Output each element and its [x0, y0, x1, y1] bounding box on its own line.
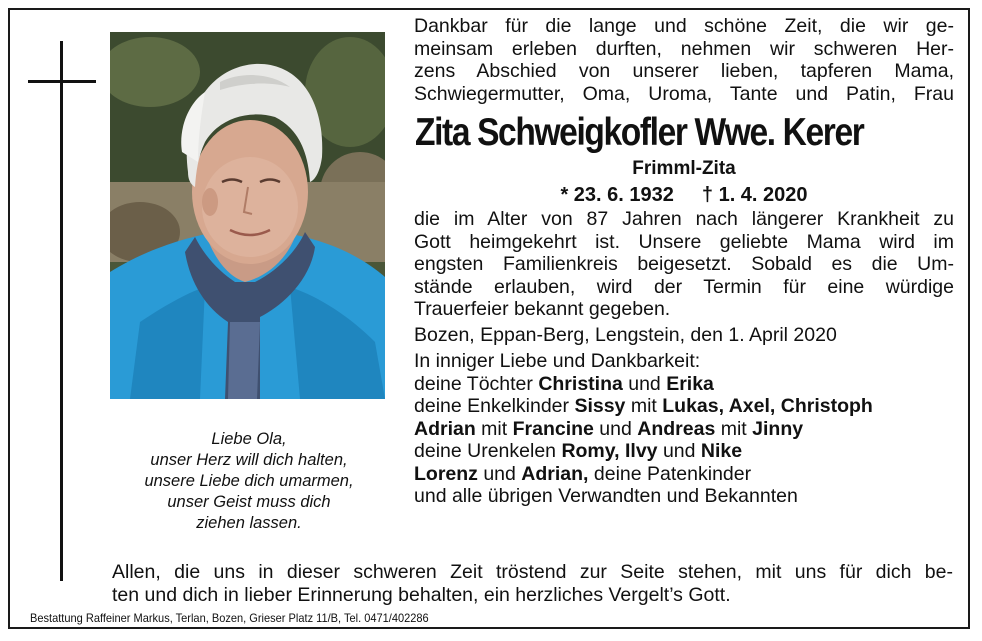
body-line: Trauerfeier bekannt gegeben.: [414, 298, 671, 320]
portrait-photo: [110, 32, 385, 399]
place-date: Bozen, Eppan-Berg, Lengstein, den 1. April 2020: [414, 323, 837, 346]
poem-line: ziehen lassen.: [196, 514, 302, 532]
mourners-line: Adrian mit Francine und Andreas mit Jinny: [414, 417, 804, 440]
cross-icon-bar: [28, 80, 96, 83]
poem: [118, 429, 380, 534]
closing-text: [112, 561, 953, 607]
intro-line: meinsam erleben durften, nehmen wir schweren Her-: [414, 37, 954, 60]
intro-line: Schwiegermutter, Oma, Uroma, Tante und Patin, Frau: [414, 82, 954, 105]
body-line: Gott heimgekehrt ist. Unsere geliebte Mama wird im: [414, 230, 954, 253]
poem-line: Liebe Ola,: [211, 430, 287, 448]
body-line: stände erlauben, wird der Termin für eine würdige: [414, 275, 954, 298]
life-dates: [414, 182, 954, 208]
cross-icon: [60, 41, 63, 581]
mourners-line: deine Urenkelen Romy, Ilvy und Nike: [414, 440, 743, 462]
mourners-line: und alle übrigen Verwandten und Bekannten: [414, 485, 798, 507]
mourners-line: deine Enkelkinder Sissy mit Lukas, Axel, Christoph: [414, 395, 873, 417]
deceased-name: Zita Schweigkofler Wwe. Kerer: [415, 111, 864, 154]
poem-line: unsere Liebe dich umarmen,: [144, 472, 354, 490]
intro-line: Dankbar für die lange und schöne Zeit, die wir ge-: [414, 15, 954, 37]
funeral-home-credits: Bestattung Raffeiner Markus, Terlan, Bozen, Grieser Platz 11/B, Tel. 0471/402286: [30, 611, 429, 625]
mourners-line: deine Töchter Christina und Erika: [414, 372, 714, 395]
nickname: Frimml-Zita: [632, 158, 736, 179]
mourners-intro: In inniger Liebe und Dankbarkeit:: [414, 350, 701, 372]
obituary-text: [414, 15, 954, 508]
body-line: die im Alter von 87 Jahren nach längerer Krankheit zu: [414, 208, 954, 230]
birth-date: * 23. 6. 1932: [560, 184, 674, 206]
mourners-line: Lorenz und Adrian, deine Patenkinder: [414, 462, 752, 485]
closing-line: ten und dich in lieber Erinnerung behalten, ein herzliches Vergelt’s Gott.: [112, 584, 731, 606]
intro-line: zens Abschied von unserer lieben, tapferen Mama,: [414, 60, 954, 82]
body-line: engsten Familienkreis beigesetzt. Sobald es die Um-: [414, 253, 954, 275]
death-date: † 1. 4. 2020: [701, 184, 808, 206]
poem-line: unser Geist muss dich: [167, 493, 331, 511]
closing-line: Allen, die uns in dieser schweren Zeit tröstend zur Seite stehen, mit uns für dich be-: [112, 561, 953, 583]
poem-line: unser Herz will dich halten,: [150, 451, 348, 469]
